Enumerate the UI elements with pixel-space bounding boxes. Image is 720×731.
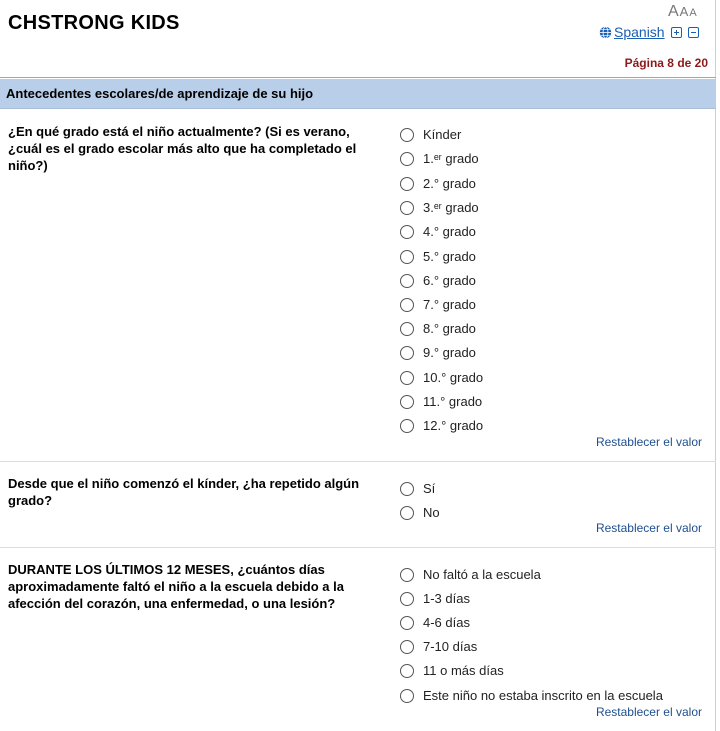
option-4-6-days[interactable] [400, 615, 470, 630]
text-size-small[interactable]: A [689, 7, 697, 19]
option-1-3-days[interactable] [400, 591, 470, 606]
option-label: 7.° grado [423, 297, 476, 312]
option-yes[interactable] [400, 481, 435, 496]
reset-value-link[interactable]: Restablecer el valor [595, 435, 702, 449]
radio-button[interactable] [400, 592, 414, 606]
header [0, 0, 716, 78]
section-header: Antecedentes escolares/de aprendizaje de su hijo [0, 79, 716, 109]
option-label: 5.° grado [423, 249, 476, 264]
option-no-absence[interactable] [400, 567, 541, 582]
option-no[interactable] [400, 505, 440, 520]
text-size-medium[interactable]: A [679, 4, 689, 19]
radio-button[interactable] [400, 128, 414, 142]
language-link[interactable]: Spanish [614, 24, 665, 40]
text-size-controls [668, 3, 698, 21]
radio-button[interactable] [400, 322, 414, 336]
option-label: Este niño no estaba inscrito en la escuela [423, 688, 663, 703]
option-grade-11[interactable] [400, 394, 482, 409]
question-current-grade [0, 110, 716, 462]
reset-value-link[interactable]: Restablecer el valor [595, 705, 702, 719]
option-grade-7[interactable] [400, 297, 476, 312]
option-label: 2.° grado [423, 176, 476, 191]
text-size-large[interactable]: A [668, 3, 679, 20]
option-grade-4[interactable] [400, 224, 476, 239]
radio-button[interactable] [400, 250, 414, 264]
option-grade-5[interactable] [400, 249, 476, 264]
option-grade-8[interactable] [400, 321, 476, 336]
option-grade-10[interactable] [400, 370, 483, 385]
option-not-enrolled[interactable] [400, 688, 663, 703]
option-label: 7-10 días [423, 639, 478, 654]
radio-button[interactable] [400, 640, 414, 654]
page-indicator: Página 8 de 20 [624, 56, 708, 70]
radio-button[interactable] [400, 419, 414, 433]
radio-button[interactable] [400, 506, 414, 520]
question-days-missed [0, 548, 716, 731]
question-text: ¿En qué grado está el niño actualmente? (Si es verano, ¿cuál es el grado escolar más alto que ha completado el niño?) [8, 124, 357, 173]
radio-button[interactable] [400, 482, 414, 496]
option-label: Sí [423, 481, 436, 496]
radio-button[interactable] [400, 616, 414, 630]
radio-button[interactable] [400, 177, 414, 191]
option-label: 11.° grado [423, 394, 483, 409]
language-selector [599, 24, 699, 40]
question-text: DURANTE LOS ÚLTIMOS 12 MESES, ¿cuántos días aproximadamente faltó el niño a la escuela debido a la afección del corazón, una enfermedad, o una lesión? [8, 562, 344, 611]
option-label: 4-6 días [423, 615, 470, 630]
expand-icon[interactable] [671, 27, 682, 38]
option-label: No faltó a la escuela [423, 567, 541, 582]
globe-icon[interactable] [599, 26, 612, 39]
option-label: 3.ᵉʳ grado [423, 200, 479, 215]
radio-button[interactable] [400, 225, 414, 239]
option-label: No [423, 505, 440, 520]
option-grade-6[interactable] [400, 273, 476, 288]
radio-button[interactable] [400, 568, 414, 582]
question-text: Desde que el niño comenzó el kínder, ¿ha repetido algún grado? [8, 476, 360, 508]
option-label: 9.° grado [423, 345, 476, 360]
radio-button[interactable] [400, 201, 414, 215]
question-repeated-grade [0, 462, 716, 548]
radio-button[interactable] [400, 395, 414, 409]
option-label: Kínder [423, 127, 462, 142]
option-label: 11 o más días [423, 663, 504, 678]
radio-button[interactable] [400, 371, 414, 385]
option-grade-3[interactable] [400, 200, 479, 215]
option-grade-2[interactable] [400, 176, 476, 191]
radio-button[interactable] [400, 274, 414, 288]
radio-button[interactable] [400, 346, 414, 360]
option-label: 1-3 días [423, 591, 470, 606]
radio-button[interactable] [400, 298, 414, 312]
option-7-10-days[interactable] [400, 639, 477, 654]
option-label: 12.° grado [423, 418, 484, 433]
option-label: 4.° grado [423, 224, 476, 239]
option-label: 10.° grado [423, 370, 484, 385]
option-11-plus-days[interactable] [400, 663, 504, 678]
option-label: 8.° grado [423, 321, 476, 336]
radio-button[interactable] [400, 152, 414, 166]
option-grade-9[interactable] [400, 345, 476, 360]
radio-button[interactable] [400, 664, 414, 678]
option-label: 1.ᵉʳ grado [423, 151, 479, 166]
option-grade-12[interactable] [400, 418, 483, 433]
radio-button[interactable] [400, 689, 414, 703]
option-grade-1[interactable] [400, 151, 479, 166]
collapse-icon[interactable] [688, 27, 699, 38]
option-label: 6.° grado [423, 273, 476, 288]
reset-value-link[interactable]: Restablecer el valor [595, 521, 702, 535]
survey-title: CHSTRONG KIDS [8, 12, 180, 34]
option-kinder[interactable] [400, 127, 461, 142]
